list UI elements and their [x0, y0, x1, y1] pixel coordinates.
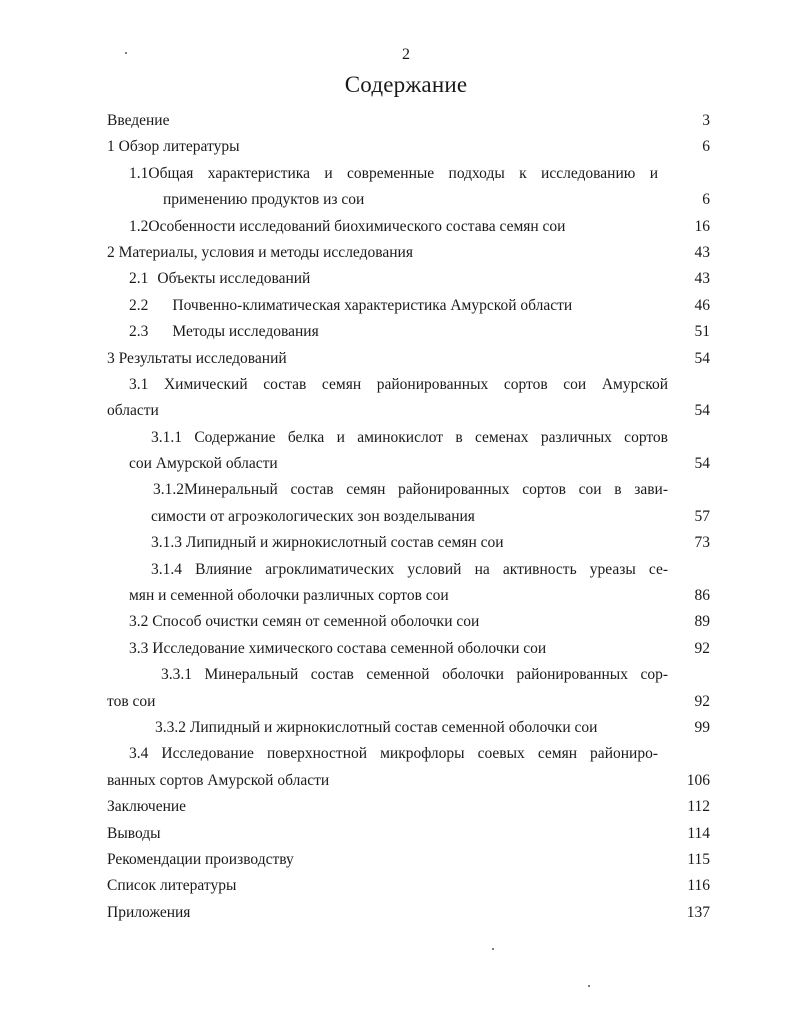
- toc-entry-page: 54: [694, 402, 710, 420]
- toc-entry-label: Введение: [107, 112, 170, 129]
- toc-entry-label: 2 Материалы, условия и методы исследования: [107, 243, 413, 261]
- toc-entry-label: 3.2 Способ очистки семян от семенной оболочки сои: [129, 613, 480, 631]
- toc-entry-page: 54: [694, 455, 710, 473]
- toc-entry-label: мян и семенной оболочки различных сортов сои: [129, 587, 449, 605]
- toc-entry-chapter-1: [107, 134, 710, 160]
- toc-entry-label: применению продуктов из сои: [163, 191, 365, 209]
- toc-entry-title: Объекты исследований: [157, 270, 311, 288]
- toc-entry-page: 112: [687, 798, 710, 816]
- toc-entry-page: 46: [694, 296, 710, 314]
- toc-entry-label: [129, 266, 658, 292]
- toc-entry-section-3-1-4-cont: [107, 583, 710, 609]
- toc-entry-number: 2.2: [129, 296, 149, 314]
- toc-entry-label: 3.1.3 Липидный и жирнокислотный состав семян сои: [151, 534, 504, 552]
- toc-entry-findings: [107, 821, 710, 847]
- toc-entry-page: 92: [694, 692, 710, 710]
- toc-entry-page: 6: [702, 138, 710, 156]
- toc-entry-label: Приложения: [107, 903, 191, 921]
- toc-entry-section-2-3: [107, 319, 710, 345]
- toc-entry-section-3-3-2: [107, 715, 710, 741]
- toc-entry-section-3-1-2: [107, 477, 710, 503]
- toc-entry-label: 3.1.1 Содержание белка и аминокислот в семенах различных сортов: [151, 428, 668, 446]
- toc-entry-section-3-4: [107, 741, 710, 767]
- toc-entry-page: 106: [686, 771, 710, 789]
- toc-entry-label: Список литературы: [107, 877, 237, 895]
- toc-entry-label: 3.3.1 Минеральный состав семенной оболочки районированных сор-: [161, 666, 668, 684]
- toc-entry-chapter-3: [107, 346, 710, 372]
- toc-entry-section-2-1: [107, 266, 710, 292]
- toc-entry-page: 73: [694, 534, 710, 552]
- toc-entry-section-3-3-1: [107, 662, 710, 688]
- toc-entry-section-1-2: [107, 214, 710, 240]
- toc-entry-label: 3.1 Химический состав семян районированных сортов сои Амурской: [129, 375, 668, 393]
- toc-entry-page: 89: [694, 613, 710, 631]
- toc-entry-page: 43: [694, 243, 710, 261]
- toc-entry-page: 6: [702, 191, 710, 209]
- toc-entry-title: Почвенно-климатическая характеристика Амурской области: [172, 296, 573, 314]
- scan-speck: [125, 52, 127, 54]
- toc-entry-section-3-1-2-cont: [107, 504, 710, 530]
- toc-entry-section-3-1-4: [107, 557, 710, 583]
- toc-entry-page: 3: [702, 112, 710, 129]
- toc-entry-label: тов сои: [107, 692, 156, 710]
- scan-speck: [588, 985, 590, 987]
- scan-speck: [492, 948, 494, 950]
- toc-entry-page: 114: [687, 824, 710, 842]
- toc-entry-label: 1.1Общая характеристика и современные подходы к исследованию и: [129, 164, 658, 182]
- toc-entry-label: области: [107, 402, 159, 420]
- toc-entry-label: 3.1.2Минеральный состав семян районированных сортов сои в зави-: [153, 481, 668, 499]
- toc-entry-label: сои Амурской области: [129, 455, 278, 473]
- toc-entry-label: Рекомендации производству: [107, 850, 294, 868]
- toc-entry-section-3-3: [107, 636, 710, 662]
- toc-entry-label: 3.3 Исследование химического состава семенной оболочки сои: [129, 639, 547, 657]
- toc-entry-label: [129, 319, 658, 345]
- toc-entry-recommendations: [107, 847, 710, 873]
- toc-entry-section-1-1-cont: [107, 187, 710, 213]
- toc-entry-section-1-1: [107, 161, 710, 187]
- toc-entry-label: 3.4 Исследование поверхностной микрофлоры соевых семян райониро-: [129, 745, 658, 763]
- toc-entry-label: 3 Результаты исследований: [107, 349, 287, 367]
- toc-entry-section-3-3-1-cont: [107, 689, 710, 715]
- toc-entry-appendices: [107, 900, 710, 926]
- toc-entry-page: 86: [694, 587, 710, 605]
- toc-entry-section-3-1-cont: [107, 398, 710, 424]
- toc-entry-label: 1.2Особенности исследований биохимического состава семян сои: [129, 217, 566, 235]
- toc-entry-section-3-2: [107, 609, 710, 635]
- table-of-contents: [107, 108, 710, 926]
- toc-entry-label: Выводы: [107, 824, 161, 842]
- toc-entry-introduction: [107, 108, 710, 134]
- toc-entry-label: 3.1.4 Влияние агроклиматических условий на активность уреазы се-: [151, 560, 668, 578]
- toc-entry-label: ванных сортов Амурской области: [107, 771, 330, 789]
- toc-entry-section-3-1: [107, 372, 710, 398]
- toc-entry-page: 43: [694, 270, 710, 288]
- toc-entry-label: 1 Обзор литературы: [107, 138, 240, 156]
- toc-entry-page: 99: [694, 718, 710, 736]
- toc-entry-number: 2.3: [129, 323, 149, 341]
- toc-entry-label: 3.3.2 Липидный и жирнокислотный состав семенной оболочки сои: [155, 718, 598, 736]
- toc-entry-label: симости от агроэкологических зон возделывания: [151, 507, 475, 525]
- toc-entry-number: 2.1: [129, 270, 149, 288]
- toc-entry-page: 116: [687, 877, 710, 895]
- toc-entry-section-3-1-3: [107, 530, 710, 556]
- toc-entry-references: [107, 873, 710, 899]
- toc-entry-page: 115: [687, 850, 710, 868]
- toc-entry-page: 57: [694, 507, 710, 525]
- toc-entry-label: [129, 293, 658, 319]
- toc-entry-title: Методы исследования: [172, 323, 319, 341]
- toc-entry-page: 54: [694, 349, 710, 367]
- toc-entry-section-2-2: [107, 293, 710, 319]
- toc-entry-chapter-2: [107, 240, 710, 266]
- toc-entry-section-3-1-1-cont: [107, 451, 710, 477]
- toc-entry-page: 137: [686, 903, 710, 921]
- toc-entry-section-3-1-1: [107, 425, 710, 451]
- toc-entry-label: Заключение: [107, 798, 187, 816]
- toc-entry-section-3-4-cont: [107, 768, 710, 794]
- page-title: Содержание: [344, 72, 468, 97]
- toc-entry-conclusion: [107, 794, 710, 820]
- toc-entry-page: 51: [694, 323, 710, 341]
- page-number: 2: [402, 46, 410, 63]
- toc-entry-page: 16: [694, 217, 710, 235]
- toc-entry-page: 92: [694, 639, 710, 657]
